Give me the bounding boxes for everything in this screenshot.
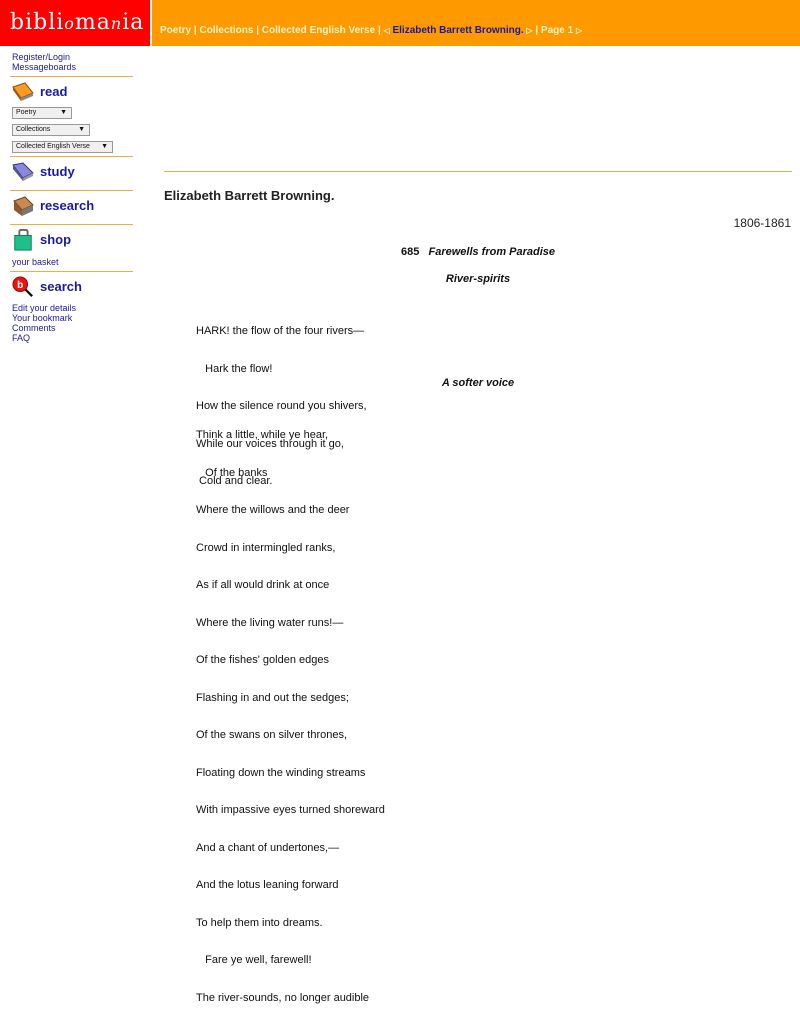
comments-link[interactable]: Comments [12, 323, 56, 333]
sidebar-item-study[interactable] [0, 157, 140, 190]
poem-line: Of the banks [196, 466, 268, 479]
breadcrumb-separator: | [193, 25, 197, 36]
breadcrumb-collections[interactable]: Collections [199, 25, 254, 36]
shopping-bag-icon [11, 229, 35, 251]
poem-stanza [196, 404, 385, 1017]
edit-details-link[interactable]: Edit your details [12, 303, 77, 313]
study-book-icon [11, 161, 35, 183]
poem-line: Of the fishes' golden edges [196, 654, 329, 666]
logo-divider [150, 0, 152, 46]
search-label: search [40, 279, 82, 294]
read-label: read [40, 84, 68, 99]
poem-line: Flashing in and out the sedges; [196, 691, 349, 704]
research-book-icon [11, 195, 35, 217]
poem-title: Farewells from Paradise [428, 246, 556, 258]
logo-text: ia [122, 10, 145, 35]
poem-line: Fare ye well, farewell! [196, 954, 312, 966]
sidebar-item-read[interactable] [0, 77, 140, 107]
poem-line: While our voices through it go, [196, 437, 344, 450]
svg-text:b: b [17, 279, 24, 291]
breadcrumb-collected-english-verse[interactable]: Collected English Verse [261, 25, 376, 36]
collection-title-select[interactable] [12, 141, 113, 153]
section-heading-text: River-spirits [445, 273, 511, 285]
sidebar-item-shop[interactable] [0, 225, 140, 257]
poem-line: Hark the flow! [196, 362, 273, 375]
book-icon [11, 81, 35, 103]
poem-line: Where the living water runs!— [196, 616, 344, 629]
logo-text: n [110, 14, 123, 33]
poem-line: Floating down the winding streams [196, 766, 366, 779]
poem-line: And the lotus leaning forward [196, 879, 339, 891]
poem-line: How the silence round you shivers, [196, 400, 367, 412]
study-label: study [40, 164, 75, 179]
breadcrumb-current[interactable]: Elizabeth Barrett Browning. [392, 25, 524, 36]
sidebar [0, 46, 140, 343]
page-indicator[interactable]: Page 1 [540, 25, 574, 36]
breadcrumb-separator: | [535, 25, 539, 36]
header-bar [0, 0, 800, 46]
shop-label: shop [40, 232, 72, 247]
chevron-down-icon: ▼ [78, 126, 85, 133]
breadcrumb-separator: | [256, 25, 259, 36]
select-value: Poetry [16, 109, 37, 116]
select-value: Collections [16, 126, 51, 133]
your-basket-link[interactable]: your basket [12, 257, 59, 267]
bookmark-link[interactable]: Your bookmark [12, 313, 73, 323]
site-logo[interactable] [0, 0, 150, 46]
prev-arrow-icon[interactable]: ◁ [383, 26, 390, 35]
poem-line: And a chant of undertones,— [196, 841, 340, 854]
breadcrumb-poetry[interactable]: Poetry [160, 25, 192, 36]
logo-text: bibli [10, 10, 65, 35]
sidebar-item-research[interactable] [0, 191, 140, 224]
select-value: Collected English Verse [16, 143, 90, 150]
poem-line: Where the willows and the deer [196, 504, 350, 516]
author-title: Elizabeth Barrett Browning. [164, 188, 335, 203]
poem-number: 685 [400, 246, 420, 258]
breadcrumb-separator: | [377, 25, 381, 36]
poem-line: HARK! the flow of the four rivers— [196, 325, 365, 337]
poem-heading [164, 246, 792, 258]
faq-link[interactable]: FAQ [12, 333, 31, 343]
magnifier-icon [11, 276, 35, 298]
poem-line: Cold and clear. [196, 475, 273, 487]
section-heading [164, 377, 792, 389]
breadcrumb [160, 25, 582, 36]
sidebar-item-search[interactable] [0, 272, 140, 303]
next-arrow-icon[interactable]: ▷ [526, 26, 533, 35]
poem-line: Think a little, while ye hear, [196, 429, 329, 441]
poem-line: Of the swans on silver thrones, [196, 729, 348, 741]
category-select[interactable] [12, 107, 72, 119]
content-divider [164, 171, 792, 172]
register-login-link[interactable]: Register/Login [12, 52, 71, 62]
poem-line: As if all would drink at once [196, 579, 330, 591]
chevron-down-icon: ▼ [101, 143, 108, 150]
poem-line: Crowd in intermingled ranks, [196, 541, 336, 554]
logo-text: o [64, 14, 75, 33]
poem-line: To help them into dreams. [196, 916, 323, 929]
chevron-down-icon: ▼ [60, 109, 67, 116]
logo-text: ma [74, 10, 111, 35]
messageboards-link[interactable]: Messageboards [12, 62, 77, 72]
research-label: research [40, 198, 95, 213]
author-dates: 1806-1861 [733, 216, 791, 230]
next-page-arrow-icon[interactable]: ▷ [575, 26, 583, 35]
collections-select[interactable] [12, 124, 90, 136]
poem-line: The river-sounds, no longer audible [196, 991, 370, 1004]
poem-line: With impassive eyes turned shoreward [196, 804, 385, 816]
section-heading [164, 273, 792, 285]
section-heading-text: A softer voice [441, 377, 515, 389]
